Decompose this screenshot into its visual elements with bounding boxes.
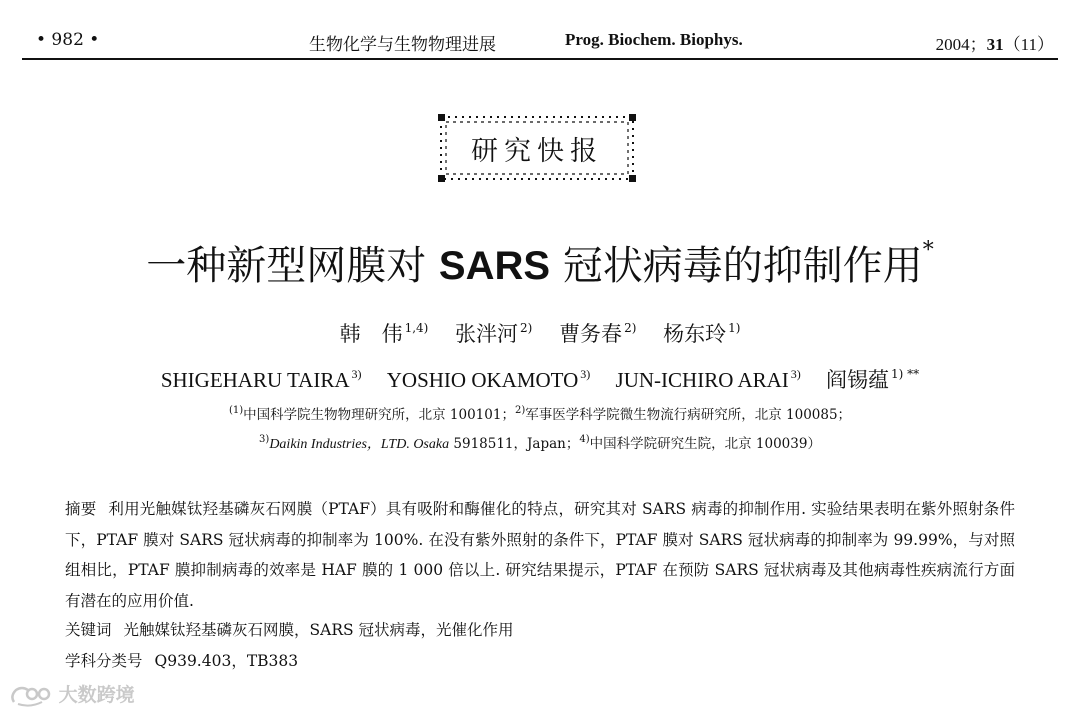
title-part2: 冠状病毒的抑制作用: [550, 243, 923, 289]
author: 阎锡蕴 $^{1) **}$: [826, 367, 920, 392]
watermark: [8, 680, 135, 706]
author: SHIGEHARU TAIRA $^{3)}$: [160, 367, 362, 392]
author: 张泮河 $^{2)}$: [455, 321, 533, 346]
classification: [65, 649, 298, 671]
abstract-label: 摘要: [65, 500, 97, 518]
title-sars: SARS: [438, 244, 551, 288]
page-number: • 982 •: [36, 30, 100, 50]
issue-info: [936, 30, 1054, 55]
journal-name-cn: 生物化学与生物物理进展: [309, 35, 496, 55]
keywords-text: 光触媒钛羟基磷灰石网膜，SARS 冠状病毒，光催化作用: [123, 621, 514, 639]
author: 杨东玲 $^{1)}$: [663, 321, 741, 346]
title-part1: 一种新型网膜对: [146, 243, 439, 289]
author-line-cn: [0, 318, 1080, 348]
watermark-logo-icon: [8, 684, 52, 708]
running-header: [22, 28, 1058, 60]
affiliation-1: 中国科学院生物物理研究所，北京 100101；: [243, 407, 515, 423]
author: 曹务春 $^{2)}$: [559, 321, 637, 346]
affiliation-3-company: Daikin Industries，LTD. Osaka: [269, 437, 450, 452]
affiliation-line-1: $^{(1)}$中国科学院生物物理研究所，北京 100101；$^{2)}$军事医学科学院微生物流行病研究所，北京 100085；: [228, 405, 852, 423]
section-badge: [437, 113, 637, 183]
keywords: [65, 618, 514, 640]
keywords-label: 关键词: [65, 621, 112, 639]
affiliation-2: 军事医学科学院微生物流行病研究所，北京 100085；: [525, 407, 852, 423]
paper-title: [0, 234, 1080, 291]
section-badge-label: 研究快报: [471, 136, 603, 167]
volume: 31: [986, 35, 1004, 54]
year: 2004；: [935, 35, 987, 54]
author: JUN-ICHIRO ARAI $^{3)}$: [615, 367, 801, 392]
classification-label: 学科分类号: [65, 652, 143, 670]
affiliation-line-2: $^{3)}$Daikin Industries，LTD. Osaka 5918511，Japan；$^{4)}$中国科学院研究生院，北京 100039）: [259, 434, 821, 452]
journal-name-en: Prog. Biochem. Biophys.: [565, 30, 743, 49]
title-footnote-mark: *: [922, 238, 934, 263]
affiliation-4: 中国科学院研究生院，北京 100039）: [589, 436, 821, 452]
watermark-text: 大数跨境: [58, 684, 135, 706]
abstract: [65, 494, 1015, 616]
author-line-mixed: [0, 364, 1080, 394]
classification-text: Q939.403，TB383: [154, 652, 299, 670]
author: YOSHIO OKAMOTO $^{3)}$: [386, 367, 591, 392]
issue: （11）: [1003, 35, 1054, 54]
abstract-text: 利用光触媒钛羟基磷灰石网膜（PTAF）具有吸附和酶催化的特点，研究其对 SARS 病毒的抑制作用. 实验结果表明在紫外照射条件下，PTAF 膜对 SARS 冠状病毒的抑制率为 100%. 在没有紫外照射的条件下，PTAF 膜对 SARS 冠状病毒的抑制率为 99.99%，与对照组相比，PTAF 膜抑制病毒的效率是 HAF 膜的 1 000 倍以上. 研究结果提示，PTAF 在预防 SARS 冠状病毒及其他病毒性疾病流行方面有潜在的应用价值.: [65, 500, 1015, 610]
author: 韩 伟 $^{1,4)}$: [339, 321, 429, 346]
affiliation-3: 5918511，Japan；: [449, 436, 580, 452]
